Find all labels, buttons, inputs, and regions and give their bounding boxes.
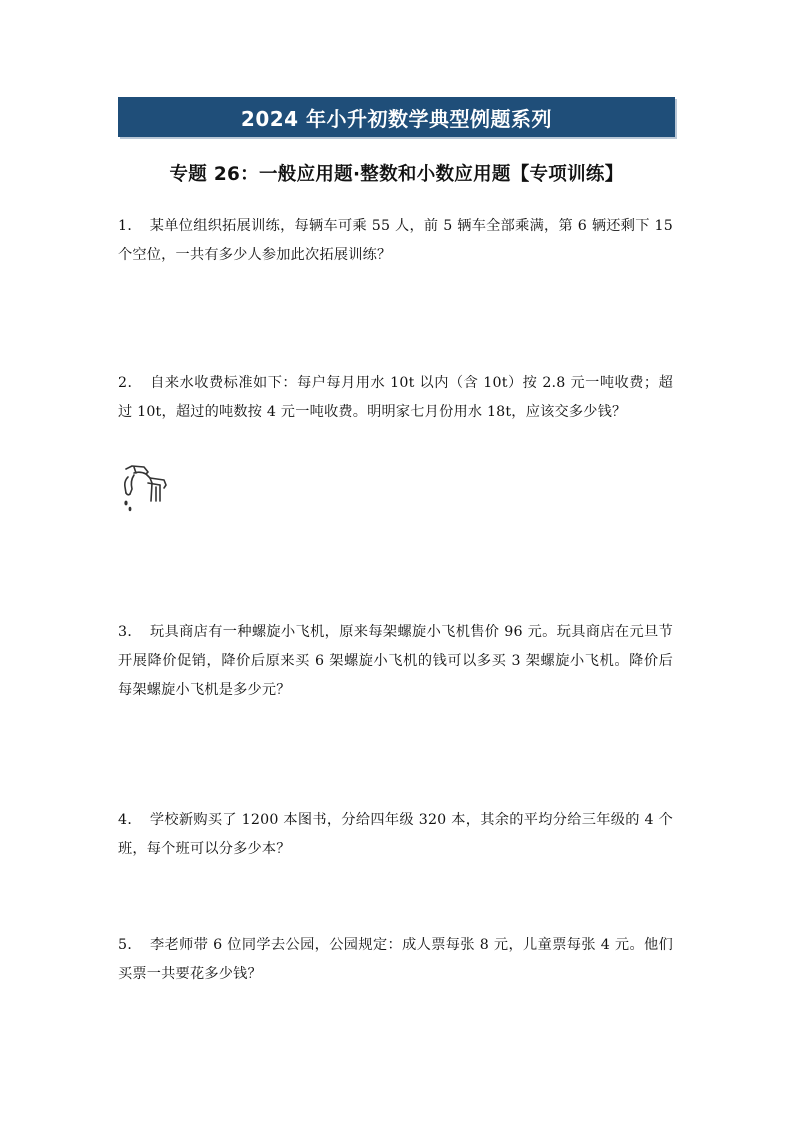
- question-number: 3．: [118, 624, 142, 640]
- title-banner: [118, 97, 675, 137]
- question-text: 自来水收费标准如下：每户每月用水 10t 以内（含 10t）按 2.8 元一吨收费；超过 10t，超过的吨数按 4 元一吨收费。明明家七月份用水 18t，应该交多少钱？: [118, 375, 673, 420]
- question-text: 某单位组织拓展训练，每辆车可乘 55 人，前 5 辆车全部乘满，第 6 辆还剩下 15 个空位，一共有多少人参加此次拓展训练？: [118, 218, 673, 263]
- topic-subtitle: 专题 26：一般应用题·整数和小数应用题【专项训练】: [169, 164, 624, 185]
- question-2: [118, 369, 673, 427]
- faucet-icon: [120, 463, 170, 519]
- question-text: 学校新购买了 1200 本图书，分给四年级 320 本，其余的平均分给三年级的 4 个班，每个班可以分多少本？: [118, 812, 673, 857]
- question-number: 1．: [118, 218, 142, 234]
- question-4: [118, 806, 673, 864]
- question-number: 4．: [118, 812, 142, 828]
- question-number: 5．: [118, 937, 142, 953]
- question-1: [118, 212, 673, 270]
- page-title: 2024 年小升初数学典型例题系列: [240, 106, 553, 131]
- question-text: 李老师带 6 位同学去公园，公园规定：成人票每张 8 元，儿童票每张 4 元。他们买票一共要花多少钱？: [118, 937, 673, 982]
- question-5: [118, 931, 673, 989]
- question-number: 2．: [118, 375, 143, 391]
- question-3: [118, 618, 673, 705]
- question-text: 玩具商店有一种螺旋小飞机，原来每架螺旋小飞机售价 96 元。玩具商店在元旦节开展降价促销，降价后原来买 6 架螺旋小飞机的钱可以多买 3 架螺旋小飞机。降价后每架螺旋小飞机是多少元？: [118, 624, 673, 698]
